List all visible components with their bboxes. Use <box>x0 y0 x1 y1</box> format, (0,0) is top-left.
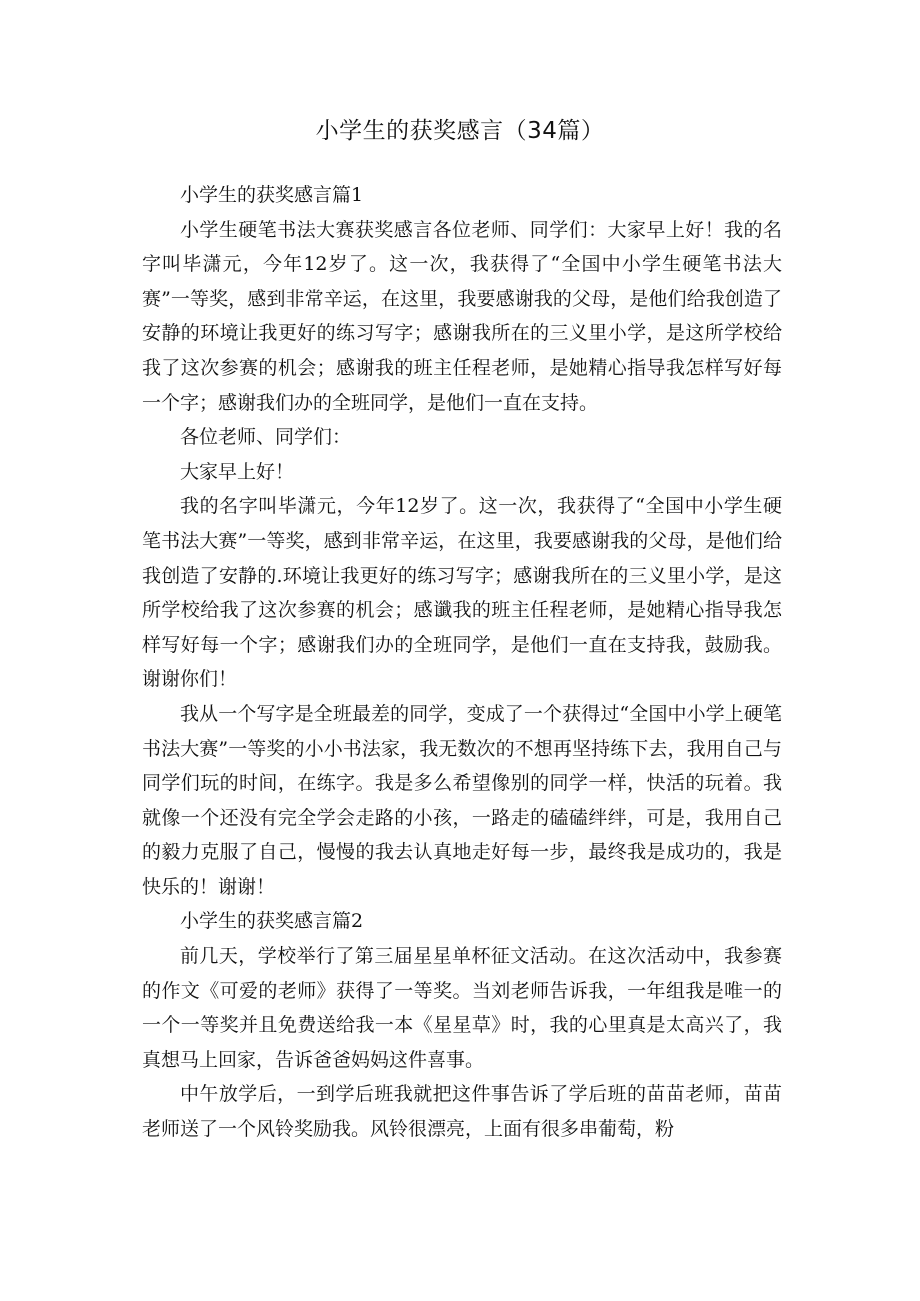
paragraph: 大家早上好！ <box>180 460 295 483</box>
paragraph: 前几天，学校举行了第三届星星单杯征文活动。在这次活动中，我参赛的作文《可爱的老师》获得了一等奖。当刘老师告诉我，一年组我是唯一的一个一等奖并且免费送给我一本《星星草》时，我的心里真是太高兴了，我真想马上回家，告诉爸爸妈妈这件喜事。 <box>142 945 782 1071</box>
paragraph: 我从一个写字是全班最差的同学，变成了一个获得过“全国中小学上硬笔书法大赛”一等奖的小小书法家，我无数次的不想再坚持练下去，我用自己与同学们玩的时间，在练字。我是多么希望像别的同学一样，快活的玩着。我就像一个还没有完全学会走路的小孩，一路走的磕磕绊绊，可是，我用自己的毅力克服了自己，慢慢的我去认真地走好每一步，最终我是成功的，我是快乐的！谢谢！ <box>142 702 782 898</box>
document-body <box>142 178 782 1147</box>
section-heading-1: 小学生的获奖感言篇1 <box>180 184 364 206</box>
paragraph: 各位老师、同学们： <box>180 426 352 449</box>
paragraph: 小学生硬笔书法大赛获奖感言各位老师、同学们：大家早上好！我的名字叫毕潇元，今年12岁了。这一次，我获得了“全国中小学生硬笔书法大赛”一等奖，感到非常辛运，在这里，我要感谢我的父母，是他们给我创造了安静的环境让我更好的练习写字；感谢我所在的三义里小学，是这所学校给我了这次参赛的机会；感谢我的班主任程老师，是她精心指导我怎样写好每一个字；感谢我们办的全班同学，是他们一直在支持。 <box>142 218 782 414</box>
paragraph: 我的名字叫毕潇元，今年12岁了。这一次，我获得了“全国中小学生硬笔书法大赛”一等奖，感到非常辛运，在这里，我要感谢我的父母，是他们给我创造了安静的.环境让我更好的练习写字；感谢我所在的三义里小学，是这所学校给我了这次参赛的机会；感谶我的班主任程老师，是她精心指导我怎样写好每一个字；感谢我们办的全班同学，是他们一直在支持我，鼓励我。谢谢你们！ <box>142 495 782 691</box>
document-title: 小学生的获奖感言（34篇） <box>315 118 605 144</box>
section-heading-2: 小学生的获奖感言篇2 <box>180 910 364 933</box>
paragraph: 中午放学后，一到学后班我就把这件事告诉了学后班的苗苗老师，苗苗老师送了一个风铃奖励我。风铃很漂亮，上面有很多串葡萄，粉 <box>142 1083 782 1141</box>
